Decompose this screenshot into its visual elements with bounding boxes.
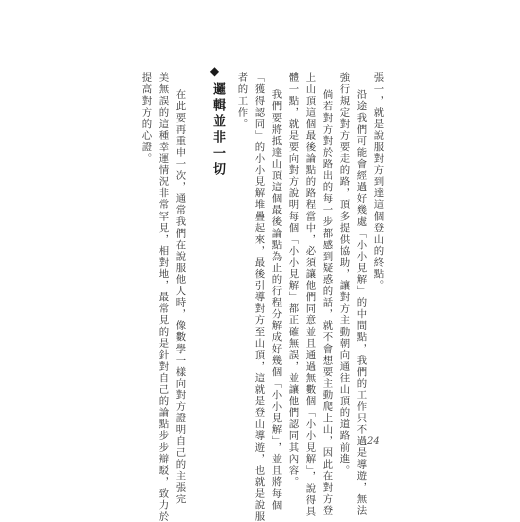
body-text-column: 沿途我們可能會經過好幾處「小小見解」的中間點，我們的工作只不過是導遊，無法 xyxy=(354,89,367,517)
body-text-column: 倘若對方對於路出的每一步都感到疑惑的話，就不會想要主動爬上山，因此在對方登 xyxy=(320,89,333,517)
body-text-column: 體一點，就是要向對方說明每個「小小見解」都正確無誤，並讓他們認同其內容。 xyxy=(286,72,299,488)
body-text-column: 者的工作。 xyxy=(235,72,248,130)
body-text-column: 張一，就是說服對方到達這個登山的終點。 xyxy=(371,72,384,292)
diamond-bullet-icon: ◆ xyxy=(209,64,220,78)
page-number: 24 xyxy=(367,436,380,447)
body-text-column: 我們要將抵達山頂這個最後論點為止的行程分解成好幾個「小小見解」，並且將每個 xyxy=(269,89,282,512)
body-text-column: 在此要再重申一次，通常我們在說服他人時，像數學一樣向對方證明自己的主張完 xyxy=(173,89,186,505)
body-text-column: 美無誤的這種幸運情況非常罕見，相對地，最常見的是針對自己的論點步步辯駁，致力於 xyxy=(156,72,169,522)
body-text-column: 提高對方的心證。 xyxy=(139,72,152,165)
body-text-column: 上山頂這個最後論點的路程當中，必須讓他們同意並且通過無數個「小小見解」，說得具 xyxy=(303,72,316,518)
section-heading: 邏輯並非一切 xyxy=(210,82,225,178)
body-text-column: 「獲得認同」的小小見解堆疊起來，最後引導對方至山頂，這就是登山導遊，也就是說服 xyxy=(252,72,265,522)
body-text-column: 強行規定對方要走的路，頂多提供協助，讓對方主動朝向通往山頂的道路前進。 xyxy=(337,72,350,477)
